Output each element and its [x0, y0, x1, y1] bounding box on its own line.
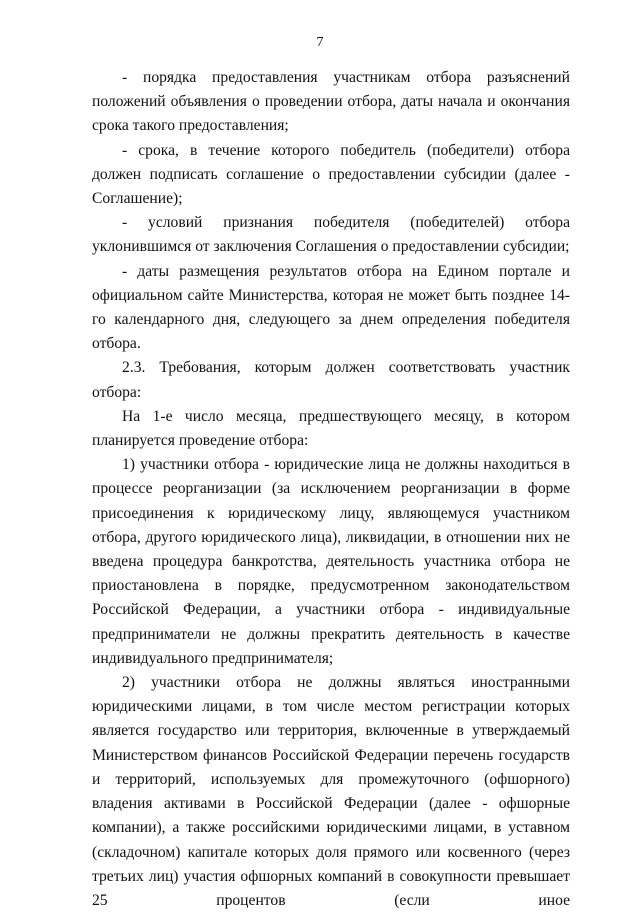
- section-heading-2-3: 2.3. Требования, которым должен соответствовать участник отбора:: [92, 359, 570, 401]
- paragraph-agreement-deadline: - срока, в течение которого победитель (победители) отбора должен подписать соглашение о предоставлении субсидии (далее - Соглашение);: [92, 141, 570, 208]
- paragraph-evasion-conditions: - условий признания победителя (победителей) отбора уклонившимся от заключения Соглашения о предоставлении субсидии;: [92, 214, 570, 256]
- page-number: 7: [316, 35, 324, 50]
- paragraph-clarification-order: - порядка предоставления участникам отбора разъяснений положений объявления о проведении отбора, даты начала и окончания срока такого предоставления;: [92, 69, 570, 135]
- paragraph-reference-date: На 1-е число месяца, предшествующего месяцу, в котором планируется проведение отбора:: [92, 407, 570, 450]
- document-body: [92, 66, 570, 913]
- paragraph-results-publication: - даты размещения результатов отбора на Едином портале и официальном сайте Министерства, которая не может быть позднее 14-го календарного дня, следующего за днем определения победителя отбора.: [92, 262, 570, 353]
- list-item-requirement-2: 2) участники отбора не должны являться иностранными юридическими лицами, в том числе местом регистрации которых является государство или территория, включенные в утверждаемый Министерством финансов Российской Федерации перечень государств и территорий, используемых для промежуточного (офшорного) владения активами в Российской Федерации (далее - офшорные компании), а также российскими юридическими лицами, в уставном (складочном) капитале которых доля прямого или косвенного (через третьих лиц) участия офшорных компаний в совокупности превышает 25 процентов (если иное: [92, 674, 570, 909]
- list-item-requirement-1: 1) участники отбора - юридические лица не должны находиться в процессе реорганизации (за исключением реорганизации в форме присоединения к юридическому лицу, являющемуся участником отбора, другого юридического лица), ликвидации, в отношении них не введена процедура банкротства, деятельность участника отбора не приостановлена в порядке, предусмотренном законодательством Российской Федерации, а участники отбора - индивидуальные предприниматели не должны прекратить деятельность в качестве индивидуального предпринимателя;: [92, 456, 570, 667]
